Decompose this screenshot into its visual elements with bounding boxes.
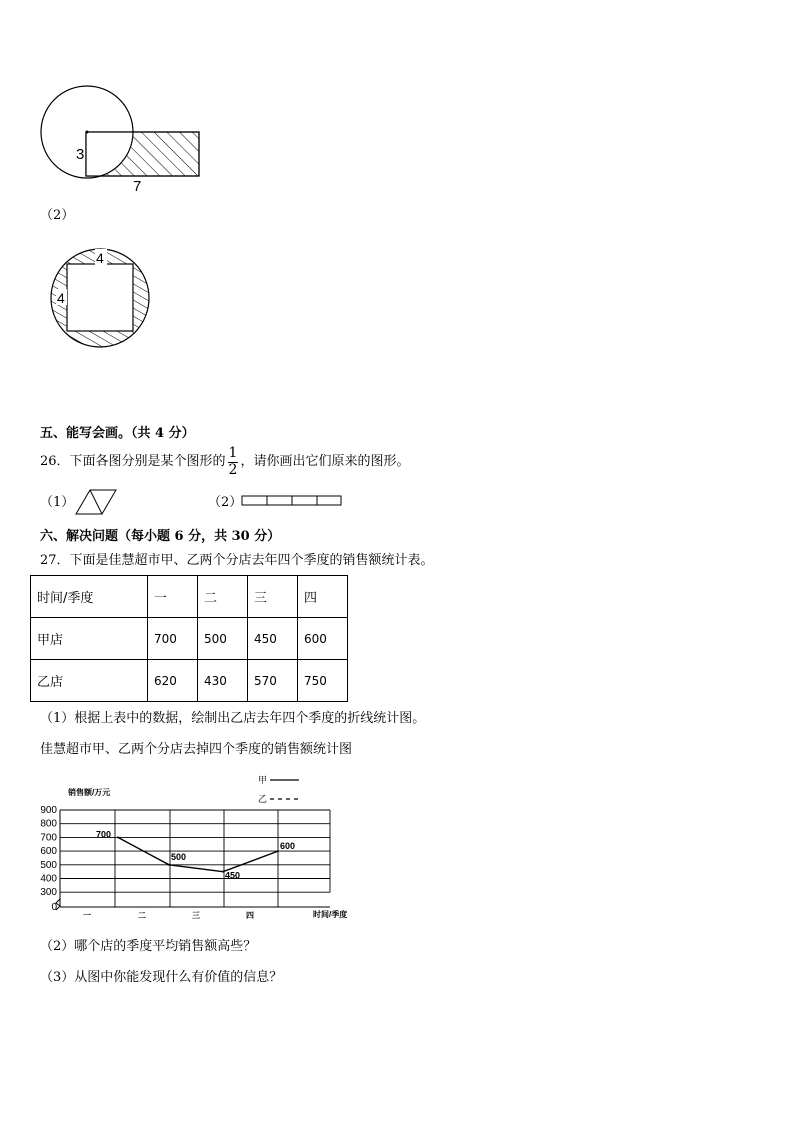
- fraction-denominator: 2: [228, 461, 238, 478]
- y-tick-label: 800: [40, 818, 57, 830]
- y-axis-ticks: [40, 805, 57, 913]
- data-label: 600: [280, 841, 296, 852]
- inner-square: [67, 264, 133, 331]
- table-cell: 500: [198, 618, 248, 660]
- legend-jia-label: 甲: [258, 775, 268, 785]
- q27-sub3: （3）从图中你能发现什么有价值的信息？: [40, 970, 283, 985]
- q26-text-before: 26．下面各图分别是某个图形的: [40, 454, 226, 470]
- y-tick-label: 900: [40, 805, 57, 816]
- table-cell: 甲店: [31, 618, 148, 660]
- x-tick-label: 三: [192, 911, 200, 920]
- table-header-cell: 二: [198, 576, 248, 618]
- q26-text: [40, 442, 409, 482]
- table-header-cell: 时间/季度: [31, 576, 148, 618]
- data-label: 450: [225, 870, 241, 881]
- label-left: 4: [57, 290, 65, 306]
- y-tick-label: 300: [40, 887, 57, 899]
- q27-sub1: （1）根据上表中的数据，绘制出乙店去年四个季度的折线统计图。: [40, 711, 426, 726]
- table-header-cell: 四: [298, 576, 348, 618]
- sales-line-chart: [30, 770, 370, 925]
- chart-legend: [258, 775, 299, 804]
- section6-title: 六、解决问题（每小题 6 分，共 30 分）: [40, 529, 281, 544]
- x-tick-label: 二: [138, 911, 146, 920]
- table-header-cell: 三: [248, 576, 298, 618]
- series-jia-point: [222, 871, 224, 873]
- table-cell: 750: [298, 660, 348, 702]
- table-cell: 450: [248, 618, 298, 660]
- y-tick-label: 500: [40, 859, 57, 871]
- series-jia-point: [277, 850, 279, 852]
- parallelogram-half-figure: [72, 488, 122, 516]
- table-cell: 430: [198, 660, 248, 702]
- q26-text-after: ，请你画出它们原来的图形。: [240, 454, 410, 470]
- y-tick-label: 600: [40, 846, 57, 858]
- series-jia-point: [168, 864, 170, 866]
- x-tick-label: 四: [246, 911, 254, 920]
- table-row: [31, 618, 348, 660]
- y-axis-label: 销售额/万元: [68, 788, 111, 797]
- legend-yi-label: 乙: [258, 794, 268, 804]
- q26-part2-label: （2）: [208, 495, 243, 510]
- q27-sub2: （2）哪个店的季度平均销售额高些？: [40, 939, 257, 954]
- circle-rectangle-figure: [38, 80, 208, 195]
- table-cell: 600: [298, 618, 348, 660]
- fraction-numerator: 1: [228, 445, 238, 462]
- series-jia-point: [117, 836, 119, 838]
- q27-text: 27．下面是佳慧超市甲、乙两个分店去年四个季度的销售额统计表。: [40, 553, 434, 568]
- table-cell: 620: [148, 660, 198, 702]
- y-tick-label: 700: [40, 832, 57, 844]
- table-cell: 乙店: [31, 660, 148, 702]
- fraction-one-half: [228, 446, 239, 478]
- table-header-row: [31, 576, 348, 618]
- y-tick-label: 0: [51, 902, 57, 913]
- label-top: 4: [96, 250, 104, 266]
- circle-square-figure: [48, 243, 158, 353]
- sales-table: [30, 575, 348, 702]
- table-cell: 570: [248, 660, 298, 702]
- chart-title: 佳慧超市甲、乙两个分店去掉四个季度的销售额统计图: [40, 742, 353, 757]
- data-label: 500: [171, 851, 187, 862]
- x-tick-label: 一: [83, 911, 91, 920]
- x-axis-label: 时间/季度: [313, 910, 348, 919]
- circle-center: [86, 131, 89, 134]
- label-width: 7: [133, 178, 142, 195]
- table-header-cell: 一: [148, 576, 198, 618]
- data-label: 700: [96, 829, 112, 840]
- y-tick-label: 400: [40, 873, 57, 885]
- chart-grid: [60, 810, 330, 907]
- q26-part1-label: （1）: [40, 495, 75, 510]
- section5-title: 五、能写会画。（共 4 分）: [40, 426, 195, 441]
- x-axis-ticks: [83, 911, 254, 920]
- table-row: [31, 660, 348, 702]
- series-jia-line: [118, 837, 278, 871]
- strip-rectangle-half-figure: [240, 494, 344, 508]
- figure2-prefix: （2）: [40, 208, 75, 223]
- label-height: 3: [76, 146, 85, 163]
- table-cell: 700: [148, 618, 198, 660]
